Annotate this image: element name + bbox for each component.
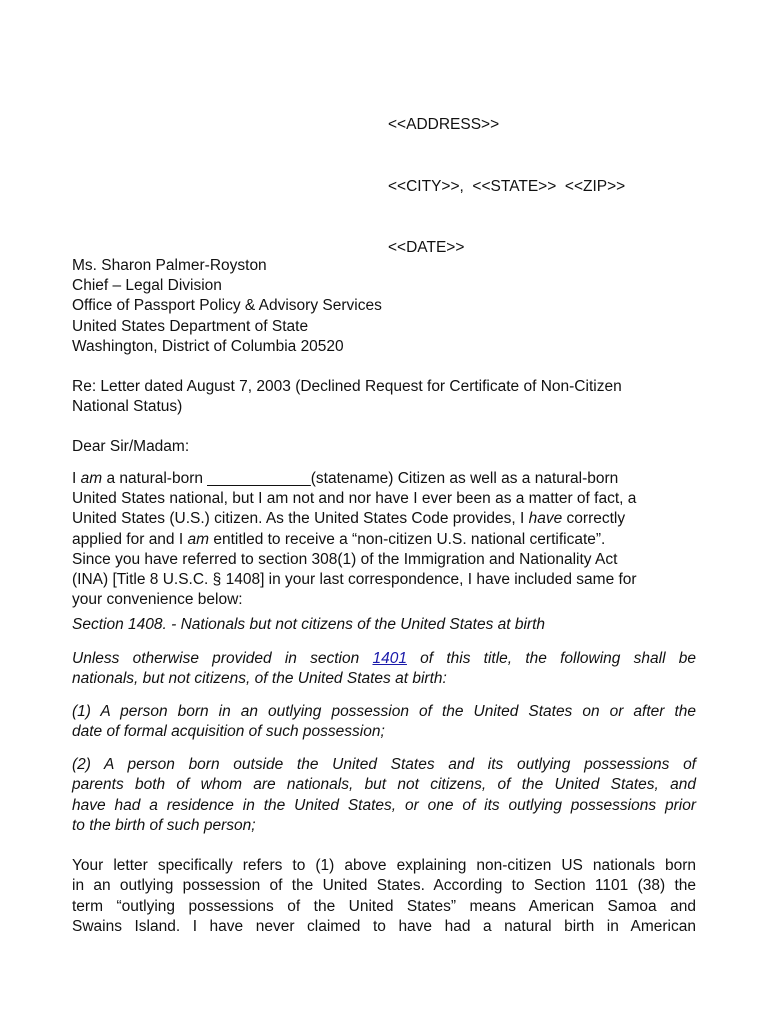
item2-line-2: parents both of whom are nationals, but not citizens, of the United States, and xyxy=(72,776,696,794)
para1-line-5: Since you have referred to section 308(1) of the Immigration and Nationality Act xyxy=(72,550,618,568)
section-intro-line-2: nationals, but not citizens, of the United States at birth: xyxy=(72,670,447,688)
salutation: Dear Sir/Madam: xyxy=(72,438,190,455)
sender-address: <<ADDRESS>> xyxy=(388,116,500,133)
item1-line-2: date of formal acquisition of such possession; xyxy=(72,723,385,741)
item1-line-1: (1) A person born in an outlying possession of the United States on or after the xyxy=(72,703,696,720)
section-1401-link[interactable]: 1401 xyxy=(372,650,407,667)
section-item-1 xyxy=(72,702,696,743)
subject-line xyxy=(72,377,696,417)
section-item-2 xyxy=(72,755,696,837)
text-run: entitled to receive a “non-citizen U.S. national certificate”. xyxy=(209,530,606,548)
emphasis: have xyxy=(528,510,563,528)
para1-line-1 xyxy=(72,469,696,489)
section-intro xyxy=(72,649,696,690)
emphasis: am xyxy=(187,530,210,548)
para1-line-7: your convenience below: xyxy=(72,591,243,609)
para2-line-2: in an outlying possession of the United States. According to Section 1101 (38) the xyxy=(72,877,696,895)
body-paragraph-2 xyxy=(72,856,696,938)
body-paragraph-1 xyxy=(72,469,696,610)
recipient-city: Washington, District of Columbia 20520 xyxy=(72,337,344,355)
item2-line-1: (2) A person born outside the United States and its outlying possessions of xyxy=(72,756,696,773)
recipient-office: Office of Passport Policy & Advisory Services xyxy=(72,297,382,315)
sender-city-state-zip: <<CITY>>, <<STATE>> <<ZIP>> xyxy=(388,177,626,195)
recipient-address-block xyxy=(72,256,382,357)
para1-line-3 xyxy=(72,509,696,529)
sender-address-block xyxy=(388,74,625,300)
subject-line-1: Re: Letter dated August 7, 2003 (Declined Request for Certificate of Non-Citizen xyxy=(72,378,622,395)
text-run: United States (U.S.) citizen. As the United States Code provides, I xyxy=(72,510,529,528)
section-title: Section 1408. - Nationals but not citizens of the United States at birth xyxy=(72,616,546,633)
text-run: applied for and I xyxy=(72,530,188,548)
para1-line-2: United States national, but I am not and nor have I ever been as a matter of fact, a xyxy=(72,490,637,508)
recipient-name: Ms. Sharon Palmer-Royston xyxy=(72,257,267,274)
para2-line-1: Your letter specifically refers to (1) above explaining non-citizen US nationals born xyxy=(72,857,696,874)
para1-line-4 xyxy=(72,530,696,550)
section-intro-line-1 xyxy=(72,649,696,669)
text-run: of this title, the following shall be xyxy=(406,650,696,667)
para1-line-6: (INA) [Title 8 U.S.C. § 1408] in your last correspondence, I have included same for xyxy=(72,571,637,589)
recipient-department: United States Department of State xyxy=(72,317,309,335)
text-run: Unless otherwise provided in section xyxy=(72,650,373,667)
recipient-title: Chief – Legal Division xyxy=(72,277,222,295)
para2-line-4: Swains Island. I have never claimed to have had a natural birth in American xyxy=(72,918,696,936)
para2-line-3: term “outlying possessions of the United States” means American Samoa and xyxy=(72,897,696,915)
item2-line-3: have had a residence in the United States, or one of its outlying possessions prior xyxy=(72,796,696,814)
text-run: I xyxy=(72,470,81,487)
text-run: a natural-born ____________(statename) Citizen as well as a natural-born xyxy=(102,470,619,487)
text-run: correctly xyxy=(562,510,626,528)
letter-date: <<DATE>> xyxy=(388,239,465,256)
emphasis: am xyxy=(80,470,103,487)
subject-line-2: National Status) xyxy=(72,398,183,416)
item2-line-4: to the birth of such person; xyxy=(72,817,256,835)
